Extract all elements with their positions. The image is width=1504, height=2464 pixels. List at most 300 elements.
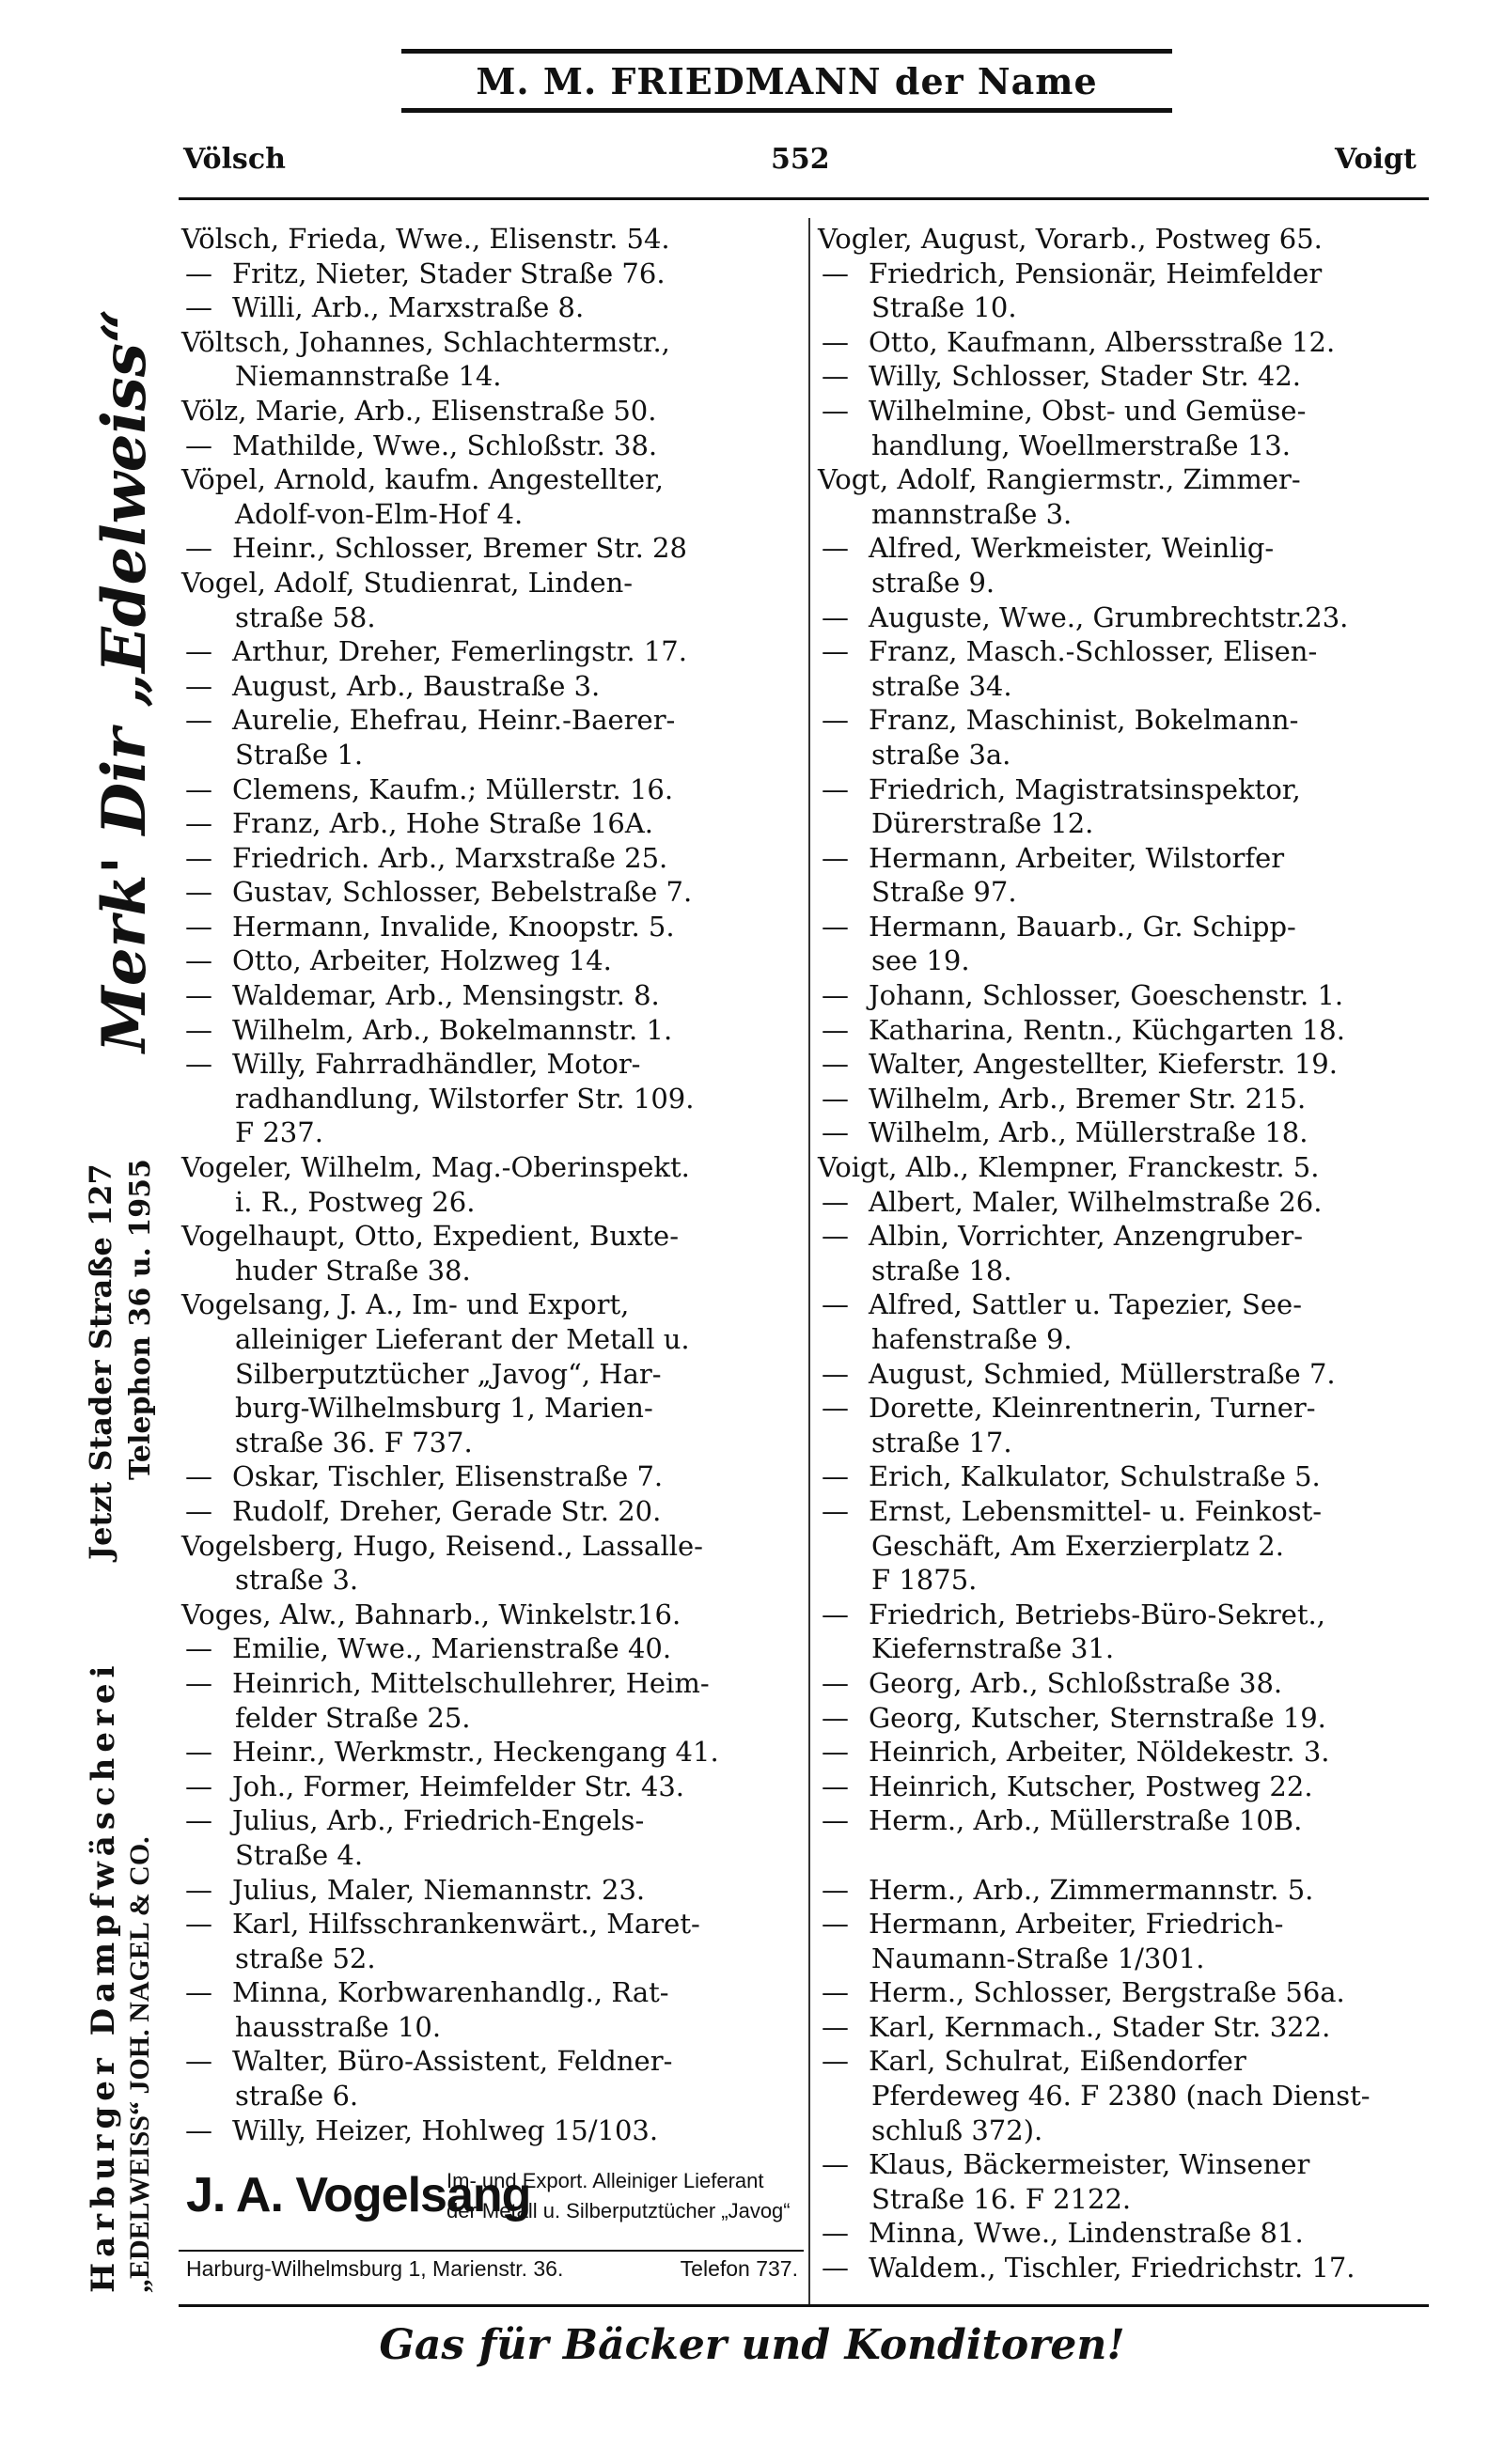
entry-text: straße 18. xyxy=(871,1254,1012,1287)
entry-text: Straße 10. xyxy=(871,291,1017,324)
ditto-dash: — xyxy=(822,1357,849,1390)
directory-entry-line xyxy=(818,1013,1438,1048)
directory-entry-line xyxy=(181,1047,804,1082)
ditto-dash: — xyxy=(822,635,849,668)
directory-entry-line xyxy=(818,1735,1438,1770)
ditto-dash: — xyxy=(822,1873,849,1906)
directory-entry-line xyxy=(818,325,1438,360)
directory-entry-line xyxy=(818,978,1438,1013)
directory-entry-line xyxy=(181,978,804,1013)
ditto-dash: — xyxy=(822,1013,849,1046)
entry-text: Minna, Korbwarenhandlg., Rat- xyxy=(232,1976,669,2009)
entry-text: Hermann, Arbeiter, Wilstorfer xyxy=(869,841,1285,874)
ditto-dash: — xyxy=(822,1185,849,1218)
entry-text: Emilie, Wwe., Marienstraße 40. xyxy=(232,1632,672,1665)
directory-entry-line xyxy=(181,1907,804,1942)
directory-entry-line xyxy=(818,222,1438,257)
entry-text: Heinr., Werkmstr., Heckengang 41. xyxy=(232,1736,719,1769)
ditto-dash: — xyxy=(185,2045,212,2078)
ditto-dash: — xyxy=(185,1666,212,1699)
ditto-dash: — xyxy=(822,1666,849,1699)
directory-entry-line xyxy=(818,841,1438,876)
directory-entry-line xyxy=(818,531,1438,566)
entry-text: Willy, Schlosser, Stader Str. 42. xyxy=(869,360,1302,393)
ditto-dash: — xyxy=(822,600,849,633)
page-number: 552 xyxy=(771,143,830,176)
directory-entry-line xyxy=(818,703,1438,738)
entry-text: Kiefernstraße 31. xyxy=(871,1632,1115,1665)
entry-text: Karl, Schulrat, Eißendorfer xyxy=(869,2045,1246,2078)
directory-entry-line xyxy=(818,2044,1438,2079)
ditto-dash: — xyxy=(185,910,212,943)
bottom-rule xyxy=(179,2304,1429,2307)
ditto-dash: — xyxy=(185,1908,212,1941)
entry-text: Albert, Maler, Wilhelmstraße 26. xyxy=(869,1185,1323,1218)
entry-text: Waldem., Tischler, Friedrichstr. 17. xyxy=(869,2252,1355,2285)
directory-entry-line xyxy=(181,462,804,497)
entry-text: Albin, Vorrichter, Anzengruber- xyxy=(869,1220,1303,1253)
entry-text: Clemens, Kaufm.; Müllerstr. 16. xyxy=(232,772,674,805)
ditto-dash: — xyxy=(822,1082,849,1115)
entry-text: Hermann, Invalide, Knoopstr. 5. xyxy=(232,910,675,943)
entry-text: Niemannstraße 14. xyxy=(235,360,502,393)
ditto-dash: — xyxy=(185,1048,212,1081)
directory-entry-line xyxy=(181,1115,804,1150)
directory-entry-line xyxy=(818,1529,1438,1564)
entry-text: Franz, Arb., Hohe Straße 16A. xyxy=(232,807,653,840)
entry-text: Voigt, Alb., Klempner, Franckestr. 5. xyxy=(818,1151,1320,1184)
directory-entry-line xyxy=(818,257,1438,291)
directory-entry-line xyxy=(818,359,1438,394)
entry-text: Wilhelm, Arb., Müllerstraße 18. xyxy=(869,1116,1308,1149)
entry-text: Franz, Maschinist, Bokelmann- xyxy=(869,704,1299,737)
directory-entry-line xyxy=(818,1942,1438,1976)
ditto-dash: — xyxy=(185,1976,212,2009)
ditto-dash: — xyxy=(822,1701,849,1734)
directory-entry-line xyxy=(818,943,1438,978)
entry-text: Ernst, Lebensmittel- u. Feinkost- xyxy=(869,1494,1323,1527)
directory-entry-line xyxy=(181,1013,804,1048)
entry-text: Völsch, Frieda, Wwe., Elisenstr. 54. xyxy=(181,223,670,255)
ditto-dash: — xyxy=(822,910,849,943)
ditto-dash: — xyxy=(185,532,212,565)
directory-entry-line xyxy=(181,257,804,291)
directory-entry-line xyxy=(181,669,804,704)
directory-entry-line xyxy=(818,1082,1438,1116)
directory-entry-line xyxy=(181,1529,804,1564)
entry-text: Friedrich, Betriebs-Büro-Sekret., xyxy=(869,1598,1325,1630)
directory-entry-line xyxy=(181,1838,804,1873)
entry-text: mannstraße 3. xyxy=(871,497,1073,530)
ditto-dash: — xyxy=(822,1116,849,1149)
ditto-dash: — xyxy=(822,1770,849,1802)
directory-entry-line xyxy=(181,1735,804,1770)
directory-entry-line xyxy=(181,806,804,841)
entry-text: Straße 16. F 2122. xyxy=(871,2182,1132,2215)
entry-text: Heinrich, Arbeiter, Nöldekestr. 3. xyxy=(869,1736,1330,1769)
entry-text: Auguste, Wwe., Grumbrechtstr.23. xyxy=(869,600,1349,633)
ditto-dash: — xyxy=(822,2148,849,2181)
entry-text: Dorette, Kleinrentnerin, Turner- xyxy=(869,1392,1316,1425)
directory-entry-line xyxy=(818,1391,1438,1426)
entry-text: Herm., Arb., Zimmermannstr. 5. xyxy=(869,1873,1314,1906)
ditto-dash: — xyxy=(185,1804,212,1837)
entry-text: Walter, Büro-Assistent, Feldner- xyxy=(232,2045,673,2078)
directory-entry-line xyxy=(181,1942,804,1976)
entry-text: Voges, Alw., Bahnarb., Winkelstr.16. xyxy=(181,1598,682,1630)
entry-text: Minna, Wwe., Lindenstraße 81. xyxy=(869,2217,1304,2250)
directory-entry-line xyxy=(181,1426,804,1460)
directory-entry-line xyxy=(181,2044,804,2079)
entry-text: Franz, Masch.-Schlosser, Elisen- xyxy=(869,635,1318,668)
entry-text: Straße 1. xyxy=(235,738,364,771)
ditto-dash: — xyxy=(185,841,212,874)
ditto-dash: — xyxy=(185,1013,212,1046)
ditto-dash: — xyxy=(822,2252,849,2285)
entry-text: Vogelsberg, Hugo, Reisend., Lassalle- xyxy=(181,1529,703,1562)
entry-text: Erich, Kalkulator, Schulstraße 5. xyxy=(869,1460,1321,1493)
directory-entry-line xyxy=(181,1563,804,1598)
ditto-dash: — xyxy=(822,2045,849,2078)
entry-text: Fritz, Nieter, Stader Straße 76. xyxy=(232,257,666,289)
ditto-dash: — xyxy=(185,2113,212,2146)
directory-entry-line xyxy=(181,1975,804,2010)
top-banner: M. M. FRIEDMANN der Name xyxy=(401,49,1172,113)
directory-entry-line xyxy=(181,531,804,566)
entry-text: Heinrich, Mittelschullehrer, Heim- xyxy=(232,1666,710,1699)
ditto-dash: — xyxy=(822,1494,849,1527)
left-directory-column xyxy=(181,222,804,2147)
directory-entry-line xyxy=(181,394,804,429)
entry-text: straße 9. xyxy=(871,566,995,599)
column-divider xyxy=(808,218,810,2304)
entry-text: Völz, Marie, Arb., Elisenstraße 50. xyxy=(181,394,657,427)
entry-text: straße 6. xyxy=(235,2080,359,2113)
ditto-dash: — xyxy=(822,1908,849,1941)
directory-entry-line xyxy=(818,566,1438,600)
entry-text: Gustav, Schlosser, Bebelstraße 7. xyxy=(232,876,693,909)
entry-text: straße 3. xyxy=(235,1564,359,1597)
directory-entry-line xyxy=(181,2010,804,2045)
directory-entry-line xyxy=(181,1254,804,1288)
ditto-dash: — xyxy=(822,704,849,737)
ditto-dash: — xyxy=(822,1288,849,1321)
entry-text: August, Schmied, Müllerstraße 7. xyxy=(869,1357,1336,1390)
entry-text: Klaus, Bäckermeister, Winsener xyxy=(869,2148,1310,2181)
entry-text: Hermann, Arbeiter, Friedrich- xyxy=(869,1908,1284,1941)
ad-line-1: Im- und Export. Alleiniger Lieferant xyxy=(446,2169,764,2192)
ditto-dash: — xyxy=(822,257,849,289)
entry-text: straße 36. F 737. xyxy=(235,1426,473,1458)
directory-entry-line xyxy=(818,669,1438,704)
entry-text: Vogt, Adolf, Rangiermstr., Zimmer- xyxy=(818,463,1301,496)
entry-text: Herm., Arb., Müllerstraße 10B. xyxy=(869,1804,1303,1837)
directory-entry-line xyxy=(181,943,804,978)
entry-text: Willy, Fahrradhändler, Motor- xyxy=(232,1048,641,1081)
directory-entry-line xyxy=(818,910,1438,944)
entry-text: Wilhelm, Arb., Bremer Str. 215. xyxy=(869,1082,1307,1115)
entry-text: Otto, Kaufmann, Albersstraße 12. xyxy=(869,325,1336,358)
directory-entry-line xyxy=(818,1803,1438,1838)
entry-text: Karl, Hilfsschrankenwärt., Maret- xyxy=(232,1908,700,1941)
entry-text: Heinr., Schlosser, Bremer Str. 28 xyxy=(232,532,687,565)
directory-entry-line xyxy=(181,2113,804,2148)
directory-entry-line xyxy=(181,1322,804,1357)
directory-entry-line xyxy=(818,1563,1438,1598)
entry-text: F 237. xyxy=(235,1116,323,1149)
entry-text: burg-Wilhelmsburg 1, Marien- xyxy=(235,1392,653,1425)
ditto-dash: — xyxy=(185,291,212,324)
directory-entry-line xyxy=(181,841,804,876)
entry-text: Willi, Arb., Marxstraße 8. xyxy=(232,291,585,324)
entry-text: Silberputztücher „Javog“, Har- xyxy=(235,1357,662,1390)
directory-entry-line xyxy=(818,1426,1438,1460)
directory-entry-line xyxy=(818,462,1438,497)
entry-text: Karl, Kernmach., Stader Str. 322. xyxy=(869,2010,1331,2043)
ad-brand: J. A. Vogelsang xyxy=(186,2168,531,2222)
entry-text: Rudolf, Dreher, Gerade Str. 20. xyxy=(232,1494,662,1527)
directory-entry-line xyxy=(818,497,1438,532)
entry-text: hafenstraße 9. xyxy=(871,1323,1073,1355)
entry-text: straße 3a. xyxy=(871,738,1011,771)
directory-entry-line xyxy=(181,1391,804,1426)
directory-entry-line xyxy=(818,394,1438,429)
entry-text: Mathilde, Wwe., Schloßstr. 38. xyxy=(232,429,658,461)
directory-entry-line xyxy=(818,875,1438,910)
entry-text: Völtsch, Johannes, Schlachtermstr., xyxy=(181,325,670,358)
entry-text: Aurelie, Ehefrau, Heinr.-Baerer- xyxy=(232,704,676,737)
ad-rule xyxy=(179,2250,804,2252)
entry-text: Vogelhaupt, Otto, Expedient, Buxte- xyxy=(181,1220,679,1253)
ditto-dash: — xyxy=(822,360,849,393)
entry-text: felder Straße 25. xyxy=(235,1701,471,1734)
entry-text: Wilhelmine, Obst- und Gemüse- xyxy=(869,394,1307,427)
entry-text: straße 17. xyxy=(871,1426,1012,1458)
ditto-dash: — xyxy=(185,1770,212,1802)
entry-text: Waldemar, Arb., Mensingstr. 8. xyxy=(232,979,660,1012)
ditto-dash: — xyxy=(185,979,212,1012)
entry-text: Alfred, Sattler u. Tapezier, See- xyxy=(869,1288,1302,1321)
directory-entry-line xyxy=(181,1803,804,1838)
directory-entry-line xyxy=(181,1219,804,1254)
side-ad-edelweiss: Merk' Dir „Edelweiss“ xyxy=(89,308,160,1053)
entry-text: straße 58. xyxy=(235,600,376,633)
directory-entry-line xyxy=(818,2113,1438,2148)
directory-entry-line xyxy=(818,1185,1438,1220)
entry-text: Herm., Schlosser, Bergstraße 56a. xyxy=(869,1976,1345,2009)
directory-entry-line xyxy=(181,703,804,738)
directory-entry-line xyxy=(181,1598,804,1632)
side-ad-company-name: „EDELWEISS“ JOH. NAGEL & CO. xyxy=(124,1836,155,2293)
entry-text: Vogler, August, Vorarb., Postweg 65. xyxy=(818,223,1323,255)
ad-address: Harburg-Wilhelmsburg 1, Marienstr. 36. xyxy=(186,2256,564,2281)
directory-entry-line xyxy=(181,1770,804,1804)
ditto-dash: — xyxy=(822,532,849,565)
entry-text: Adolf-von-Elm-Hof 4. xyxy=(235,497,524,530)
directory-entry-line xyxy=(818,1322,1438,1357)
directory-entry-line xyxy=(181,910,804,944)
entry-text: Georg, Kutscher, Sternstraße 19. xyxy=(869,1701,1326,1734)
entry-text: Otto, Arbeiter, Holzweg 14. xyxy=(232,944,612,977)
entry-text: Geschäft, Am Exerzierplatz 2. xyxy=(871,1529,1284,1562)
ditto-dash: — xyxy=(822,1804,849,1837)
directory-entry-line xyxy=(818,1666,1438,1701)
ditto-dash: — xyxy=(822,2217,849,2250)
entry-text: Dürerstraße 12. xyxy=(871,807,1094,840)
ditto-dash: — xyxy=(185,1494,212,1527)
directory-entry-line xyxy=(818,1494,1438,1529)
directory-entry-line xyxy=(818,2010,1438,2045)
ditto-dash: — xyxy=(185,876,212,909)
ditto-dash: — xyxy=(822,1048,849,1081)
directory-entry-line xyxy=(181,1082,804,1116)
entry-text: Hermann, Bauarb., Gr. Schipp- xyxy=(869,910,1296,943)
entry-text: straße 52. xyxy=(235,1942,376,1974)
directory-entry-line xyxy=(181,1631,804,1666)
ditto-dash: — xyxy=(185,635,212,668)
directory-entry-line xyxy=(181,290,804,325)
directory-entry-line xyxy=(818,1598,1438,1632)
ditto-dash: — xyxy=(185,704,212,737)
directory-entry-line xyxy=(818,2079,1438,2113)
entry-text: Friedrich, Pensionär, Heimfelder xyxy=(869,257,1323,289)
directory-entry-line xyxy=(818,1838,1438,1873)
entry-text: i. R., Postweg 26. xyxy=(235,1185,476,1218)
directory-entry-line xyxy=(181,566,804,600)
directory-entry-line xyxy=(818,1357,1438,1392)
directory-entry-line xyxy=(818,1150,1438,1185)
ditto-dash: — xyxy=(822,2010,849,2043)
directory-entry-line xyxy=(181,2079,804,2113)
ad-line-2: der Metall u. Silberputztücher „Javog“ xyxy=(446,2199,791,2222)
entry-text: F 1875. xyxy=(871,1564,978,1597)
entry-text: Arthur, Dreher, Femerlingstr. 17. xyxy=(232,635,687,668)
entry-text: Vöpel, Arnold, kaufm. Angestellter, xyxy=(181,463,664,496)
ditto-dash: — xyxy=(822,1598,849,1630)
ditto-dash: — xyxy=(185,772,212,805)
ditto-dash: — xyxy=(822,1736,849,1769)
entry-text: Friedrich, Magistratsinspektor, xyxy=(869,772,1301,805)
entry-text: Vogel, Adolf, Studienrat, Linden- xyxy=(181,566,634,599)
directory-entry-line xyxy=(181,1185,804,1220)
ditto-dash: — xyxy=(822,772,849,805)
ditto-dash: — xyxy=(822,1220,849,1253)
entry-text: Walter, Angestellter, Kieferstr. 19. xyxy=(869,1048,1338,1081)
directory-entry-line xyxy=(818,1115,1438,1150)
ditto-dash: — xyxy=(822,394,849,427)
directory-entry-line xyxy=(818,429,1438,463)
entry-text: huder Straße 38. xyxy=(235,1254,471,1287)
header-rule xyxy=(179,197,1429,200)
directory-entry-line xyxy=(818,1770,1438,1804)
entry-text: schluß 372). xyxy=(871,2113,1043,2146)
entry-text: radhandlung, Wilstorfer Str. 109. xyxy=(235,1082,695,1115)
entry-text: Friedrich. Arb., Marxstraße 25. xyxy=(232,841,668,874)
directory-entry-line xyxy=(181,497,804,532)
directory-entry-line xyxy=(818,1975,1438,2010)
directory-entry-line xyxy=(181,634,804,669)
running-head-right: Voigt xyxy=(1335,143,1417,176)
entry-text: see 19. xyxy=(871,944,970,977)
ditto-dash: — xyxy=(822,1976,849,2009)
entry-text: Vogeler, Wilhelm, Mag.-Oberinspekt. xyxy=(181,1151,690,1184)
directory-entry-line xyxy=(818,1047,1438,1082)
directory-entry-line xyxy=(818,1254,1438,1288)
right-directory-column xyxy=(818,222,1438,2285)
directory-entry-line xyxy=(181,222,804,257)
directory-entry-line xyxy=(181,1459,804,1494)
entry-text: straße 34. xyxy=(871,669,1012,702)
directory-entry-line xyxy=(818,1287,1438,1322)
ditto-dash: — xyxy=(185,1632,212,1665)
directory-entry-line xyxy=(818,2147,1438,2182)
entry-text: Willy, Heizer, Hohlweg 15/103. xyxy=(232,2113,659,2146)
directory-entry-line xyxy=(181,429,804,463)
entry-text: Heinrich, Kutscher, Postweg 22. xyxy=(869,1770,1313,1802)
ditto-dash: — xyxy=(185,1460,212,1493)
directory-entry-line xyxy=(818,1873,1438,1908)
side-ad-company: Harburger Dampfwäscherei xyxy=(85,1660,122,2293)
directory-entry-line xyxy=(181,772,804,807)
entry-text: Joh., Former, Heimfelder Str. 43. xyxy=(232,1770,685,1802)
directory-entry-line xyxy=(818,806,1438,841)
entry-text: Julius, Arb., Friedrich-Engels- xyxy=(232,1804,645,1837)
directory-entry-line xyxy=(181,1150,804,1185)
entry-text: Naumann-Straße 1/301. xyxy=(871,1942,1205,1974)
directory-entry-line xyxy=(181,600,804,635)
ditto-dash: — xyxy=(185,807,212,840)
entry-text: Straße 97. xyxy=(871,876,1017,909)
directory-entry-line xyxy=(181,1701,804,1736)
ad-phone: Telefon 737. xyxy=(680,2256,798,2281)
directory-entry-line xyxy=(181,738,804,772)
directory-entry-line xyxy=(818,600,1438,635)
directory-entry-line xyxy=(818,2216,1438,2251)
side-ad-address: Jetzt Stader Straße 127 xyxy=(83,1163,118,1560)
directory-entry-line xyxy=(181,325,804,360)
entry-text: Wilhelm, Arb., Bokelmannstr. 1. xyxy=(232,1013,673,1046)
entry-text: Alfred, Werkmeister, Weinlig- xyxy=(869,532,1275,565)
ditto-dash: — xyxy=(185,944,212,977)
directory-entry-line xyxy=(818,1907,1438,1942)
ditto-dash: — xyxy=(822,1392,849,1425)
directory-entry-line xyxy=(818,2182,1438,2217)
ditto-dash: — xyxy=(185,1873,212,1906)
directory-entry-line xyxy=(181,1287,804,1322)
entry-text: hausstraße 10. xyxy=(235,2010,442,2043)
directory-entry-line xyxy=(818,738,1438,772)
vogelsang-advertisement xyxy=(179,2158,804,2280)
entry-text: Georg, Arb., Schloßstraße 38. xyxy=(869,1666,1283,1699)
entry-text: Johann, Schlosser, Goeschenstr. 1. xyxy=(869,979,1344,1012)
footer-slogan: Gas für Bäcker und Konditoren! xyxy=(379,2321,1125,2369)
side-ad-telephone: Telephon 36 u. 1955 xyxy=(124,1159,157,1480)
directory-entry-line xyxy=(818,1701,1438,1736)
directory-entry-line xyxy=(181,1666,804,1701)
directory-entry-line xyxy=(818,1219,1438,1254)
directory-entry-line xyxy=(818,634,1438,669)
entry-text: Katharina, Rentn., Küchgarten 18. xyxy=(869,1013,1345,1046)
ditto-dash: — xyxy=(822,1460,849,1493)
ditto-dash: — xyxy=(185,1736,212,1769)
directory-entry-line xyxy=(181,1494,804,1529)
directory-entry-line xyxy=(818,1631,1438,1666)
entry-text: August, Arb., Baustraße 3. xyxy=(232,669,601,702)
directory-entry-line xyxy=(818,1459,1438,1494)
entry-text: Straße 4. xyxy=(235,1838,364,1871)
ditto-dash: — xyxy=(822,979,849,1012)
entry-text: Oskar, Tischler, Elisenstraße 7. xyxy=(232,1460,664,1493)
